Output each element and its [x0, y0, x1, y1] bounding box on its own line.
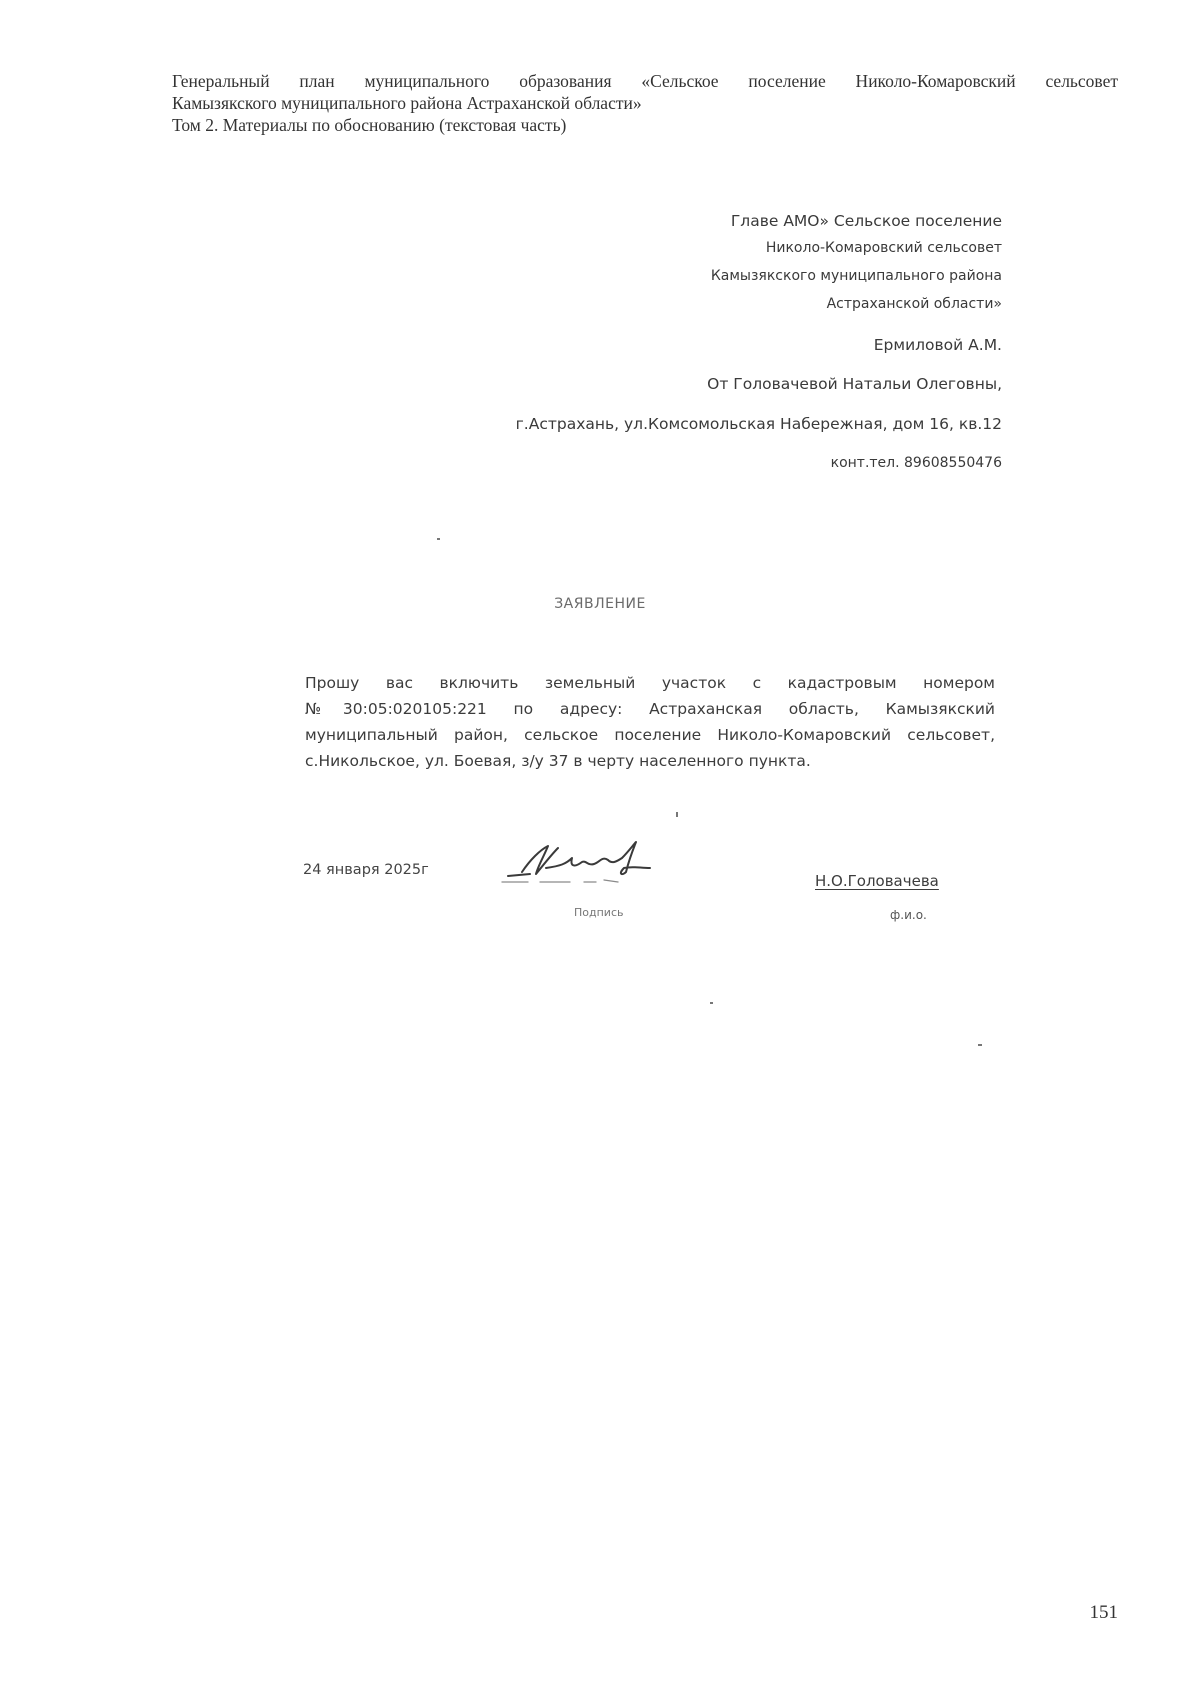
- scan-speck: [676, 812, 678, 817]
- addressee-line-1: Главе АМО» Сельское поселение: [730, 212, 1002, 230]
- page-number: 151: [1089, 1602, 1118, 1623]
- signature-caption: Подпись: [574, 906, 624, 919]
- signatory-name: Н.О.Головачева: [815, 872, 939, 890]
- application-body: Прошу вас включить земельный участок с кадастровым номером №30:05:020105:221 по адресу: Астраханская область, Камызякский муниципальный район, сельское поселение Николо-Комаровский сельсовет, с.Никольское, ул. Боевая, з/у 37 в черту населенного пункта.: [305, 674, 995, 770]
- header-line-2: Камызякского муниципального района Астраханской области»: [172, 93, 642, 113]
- fio-label: ф.и.о.: [890, 908, 927, 922]
- addressee-line-3: Камызякского муниципального района: [710, 268, 1002, 284]
- signature-date: 24 января 2025г: [303, 862, 429, 878]
- scan-speck: [978, 1044, 982, 1046]
- sender-address: г.Астрахань, ул.Комсомольская Набережная, дом 16, кв.12: [515, 415, 1002, 433]
- header-line-1: Генеральный план муниципального образования «Сельское поселение Николо-Комаровский сельсовет: [172, 71, 1118, 91]
- recipient-name: Ермиловой А.М.: [873, 336, 1002, 354]
- addressee-line-4: Астраханской области»: [826, 296, 1002, 312]
- header-line-3: Том 2. Материалы по обоснованию (текстовая часть): [172, 115, 567, 135]
- addressee-line-2: Николо-Комаровский сельсовет: [765, 240, 1002, 256]
- document-title: ЗАЯВЛЕНИЕ: [554, 596, 646, 612]
- scan-speck: [710, 1002, 713, 1004]
- scan-speck: [437, 538, 440, 540]
- handwritten-signature: [500, 838, 690, 888]
- sender-name: От Головачевой Натальи Олеговны,: [707, 375, 1002, 393]
- sender-phone: конт.тел. 89608550476: [830, 455, 1002, 471]
- page-header: [172, 70, 1118, 136]
